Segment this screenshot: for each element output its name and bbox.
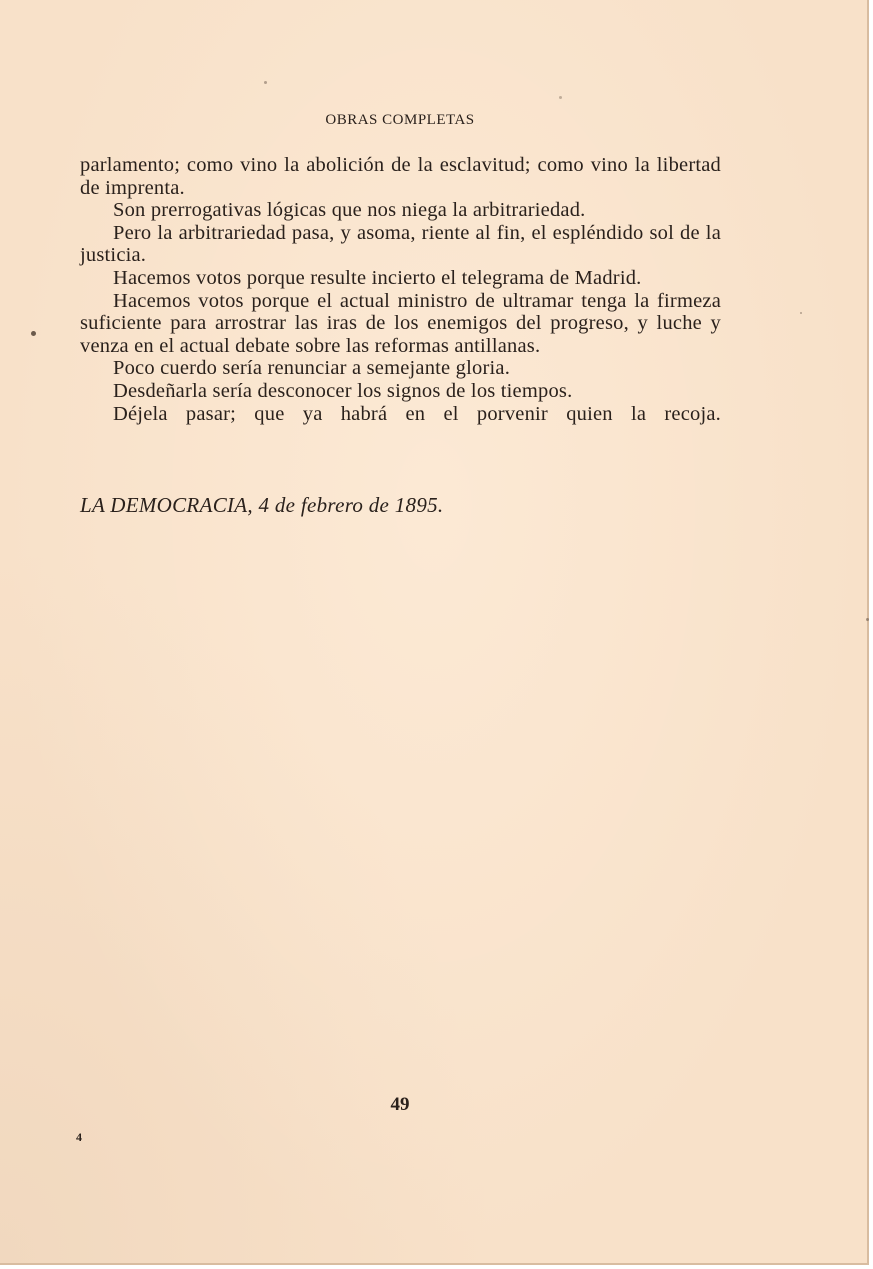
page-number: 49 xyxy=(390,1094,410,1115)
signature-mark: 4 xyxy=(76,1130,82,1144)
paper-speck xyxy=(800,312,802,314)
paragraph: Pero la arbitrariedad pasa, y asoma, riente al fin, el espléndido sol de la justicia. xyxy=(80,221,721,267)
paper-speck xyxy=(559,96,562,99)
paragraph-continuation: parlamento; como vino la abolición de la esclavitud; como vino la libertad de imprenta. xyxy=(80,154,721,199)
source-citation: LA DEMOCRACIA, 4 de febrero de 1895. xyxy=(80,493,444,517)
running-head: OBRAS COMPLETAS xyxy=(325,112,475,128)
paragraph: Poco cuerdo sería renunciar a semejante gloria. xyxy=(113,357,511,380)
paper-speck xyxy=(264,81,267,84)
paragraph: Hacemos votos porque resulte incierto el telegrama de Madrid. xyxy=(113,266,642,289)
paragraph: Déjela pasar; que ya habrá en el porvenir quien la recoja. xyxy=(113,402,721,425)
paragraph: Hacemos votos porque el actual ministro de ultramar tenga la firmeza suficiente para arrostrar las iras de los enemigos del progreso, y luche y venza en el actual debate sobre las reformas antillanas. xyxy=(80,289,721,357)
paragraph: Son prerrogativas lógicas que nos niega la arbitrariedad. xyxy=(113,199,586,222)
body-text xyxy=(80,154,721,425)
paragraph: Desdeñarla sería desconocer los signos de los tiempos. xyxy=(113,379,573,402)
paper-speck xyxy=(31,331,36,336)
paper-speck xyxy=(866,618,869,621)
